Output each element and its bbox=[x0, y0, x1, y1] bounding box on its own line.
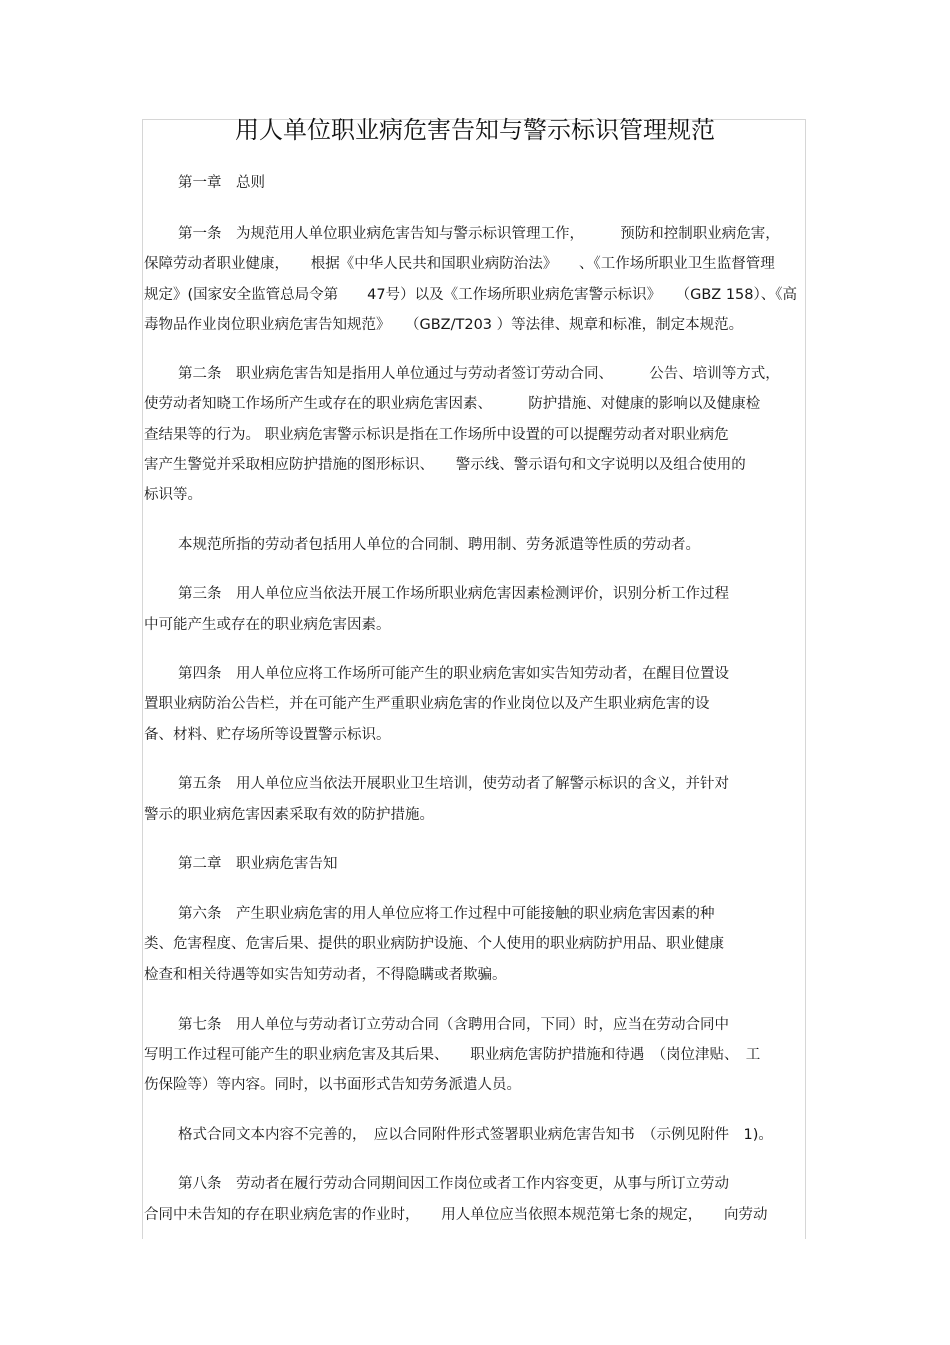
article-4-line-1: 第四条 用人单位应将工作场所可能产生的职业病危害如实告知劳动者，在醒目位置设 bbox=[178, 666, 729, 682]
article-7-line-3: 伤保险等）等内容。同时，以书面形式告知劳务派遣人员。 bbox=[144, 1077, 521, 1093]
article-8-line-2: 合同中未告知的存在职业病危害的作业时， 用人单位应当依照本规范第七条的规定， 向劳动 bbox=[144, 1207, 768, 1223]
article-2-line-4: 害产生警觉并采取相应防护措施的图形标识、 警示线、警示语句和文字说明以及组合使用的 bbox=[144, 457, 746, 473]
article-5-line-1: 第五条 用人单位应当依法开展职业卫生培训，使劳动者了解警示标识的含义，并针对 bbox=[178, 776, 729, 792]
article-7-line-2: 写明工作过程可能产生的职业病危害及其后果、 职业病危害防护措施和待遇 （岗位津贴、 工 bbox=[144, 1047, 761, 1063]
chapter-2-heading: 第二章 职业病危害告知 bbox=[178, 856, 338, 872]
contract-template-paragraph: 格式合同文本内容不完善的， 应以合同附件形式签署职业病危害告知书 （示例见附件 1)。 bbox=[178, 1127, 773, 1143]
article-1-line-2: 保障劳动者职业健康， 根据《中华人民共和国职业病防治法》 、《工作场所职业卫生监督管理 bbox=[144, 256, 775, 272]
article-2-line-5: 标识等。 bbox=[144, 487, 202, 503]
article-1-line-3: 规定》(国家安全监管总局令第 47号）以及《工作场所职业病危害警示标识》 （GBZ 158）、《高 bbox=[144, 287, 798, 303]
article-4-line-2: 置职业病防治公告栏，并在可能产生严重职业病危害的作业岗位以及产生职业病危害的设 bbox=[144, 696, 710, 712]
article-2-line-3: 查结果等的行为。 职业病危害警示标识是指在工作场所中设置的可以提醒劳动者对职业病危 bbox=[144, 427, 729, 443]
article-5-line-2: 警示的职业病危害因素采取有效的防护措施。 bbox=[144, 807, 434, 823]
article-6-line-2: 类、危害程度、危害后果、提供的职业病防护设施、个人使用的职业病防护用品、职业健康 bbox=[144, 936, 724, 952]
chapter-1-heading: 第一章 总则 bbox=[178, 175, 265, 191]
article-1-line-4: 毒物品作业岗位职业病危害告知规范》 （GBZ/T203 ）等法律、规章和标准，制定本规范。 bbox=[144, 317, 744, 333]
article-6-line-1: 第六条 产生职业病危害的用人单位应将工作过程中可能接触的职业病危害因素的种 bbox=[178, 906, 715, 922]
scope-paragraph: 本规范所指的劳动者包括用人单位的合同制、聘用制、劳务派遣等性质的劳动者。 bbox=[178, 537, 700, 553]
article-4-line-3: 备、材料、贮存场所等设置警示标识。 bbox=[144, 727, 391, 743]
article-8-line-1: 第八条 劳动者在履行劳动合同期间因工作岗位或者工作内容变更，从事与所订立劳动 bbox=[178, 1176, 729, 1192]
article-1-line-1: 第一条 为规范用人单位职业病危害告知与警示标识管理工作， 预防和控制职业病危害， bbox=[178, 226, 780, 242]
article-2-line-1: 第二条 职业病危害告知是指用人单位通过与劳动者签订劳动合同、 公告、培训等方式， bbox=[178, 366, 780, 382]
document-title: 用人单位职业病危害告知与警示标识管理规范 bbox=[235, 116, 715, 144]
article-3-line-1: 第三条 用人单位应当依法开展工作场所职业病危害因素检测评价，识别分析工作过程 bbox=[178, 586, 729, 602]
article-7-line-1: 第七条 用人单位与劳动者订立劳动合同（含聘用合同，下同）时，应当在劳动合同中 bbox=[178, 1017, 729, 1033]
article-3-line-2: 中可能产生或存在的职业病危害因素。 bbox=[144, 617, 391, 633]
article-2-line-2: 使劳动者知晓工作场所产生或存在的职业病危害因素、 防护措施、对健康的影响以及健康检 bbox=[144, 396, 761, 412]
article-6-line-3: 检查和相关待遇等如实告知劳动者，不得隐瞒或者欺骗。 bbox=[144, 967, 507, 983]
